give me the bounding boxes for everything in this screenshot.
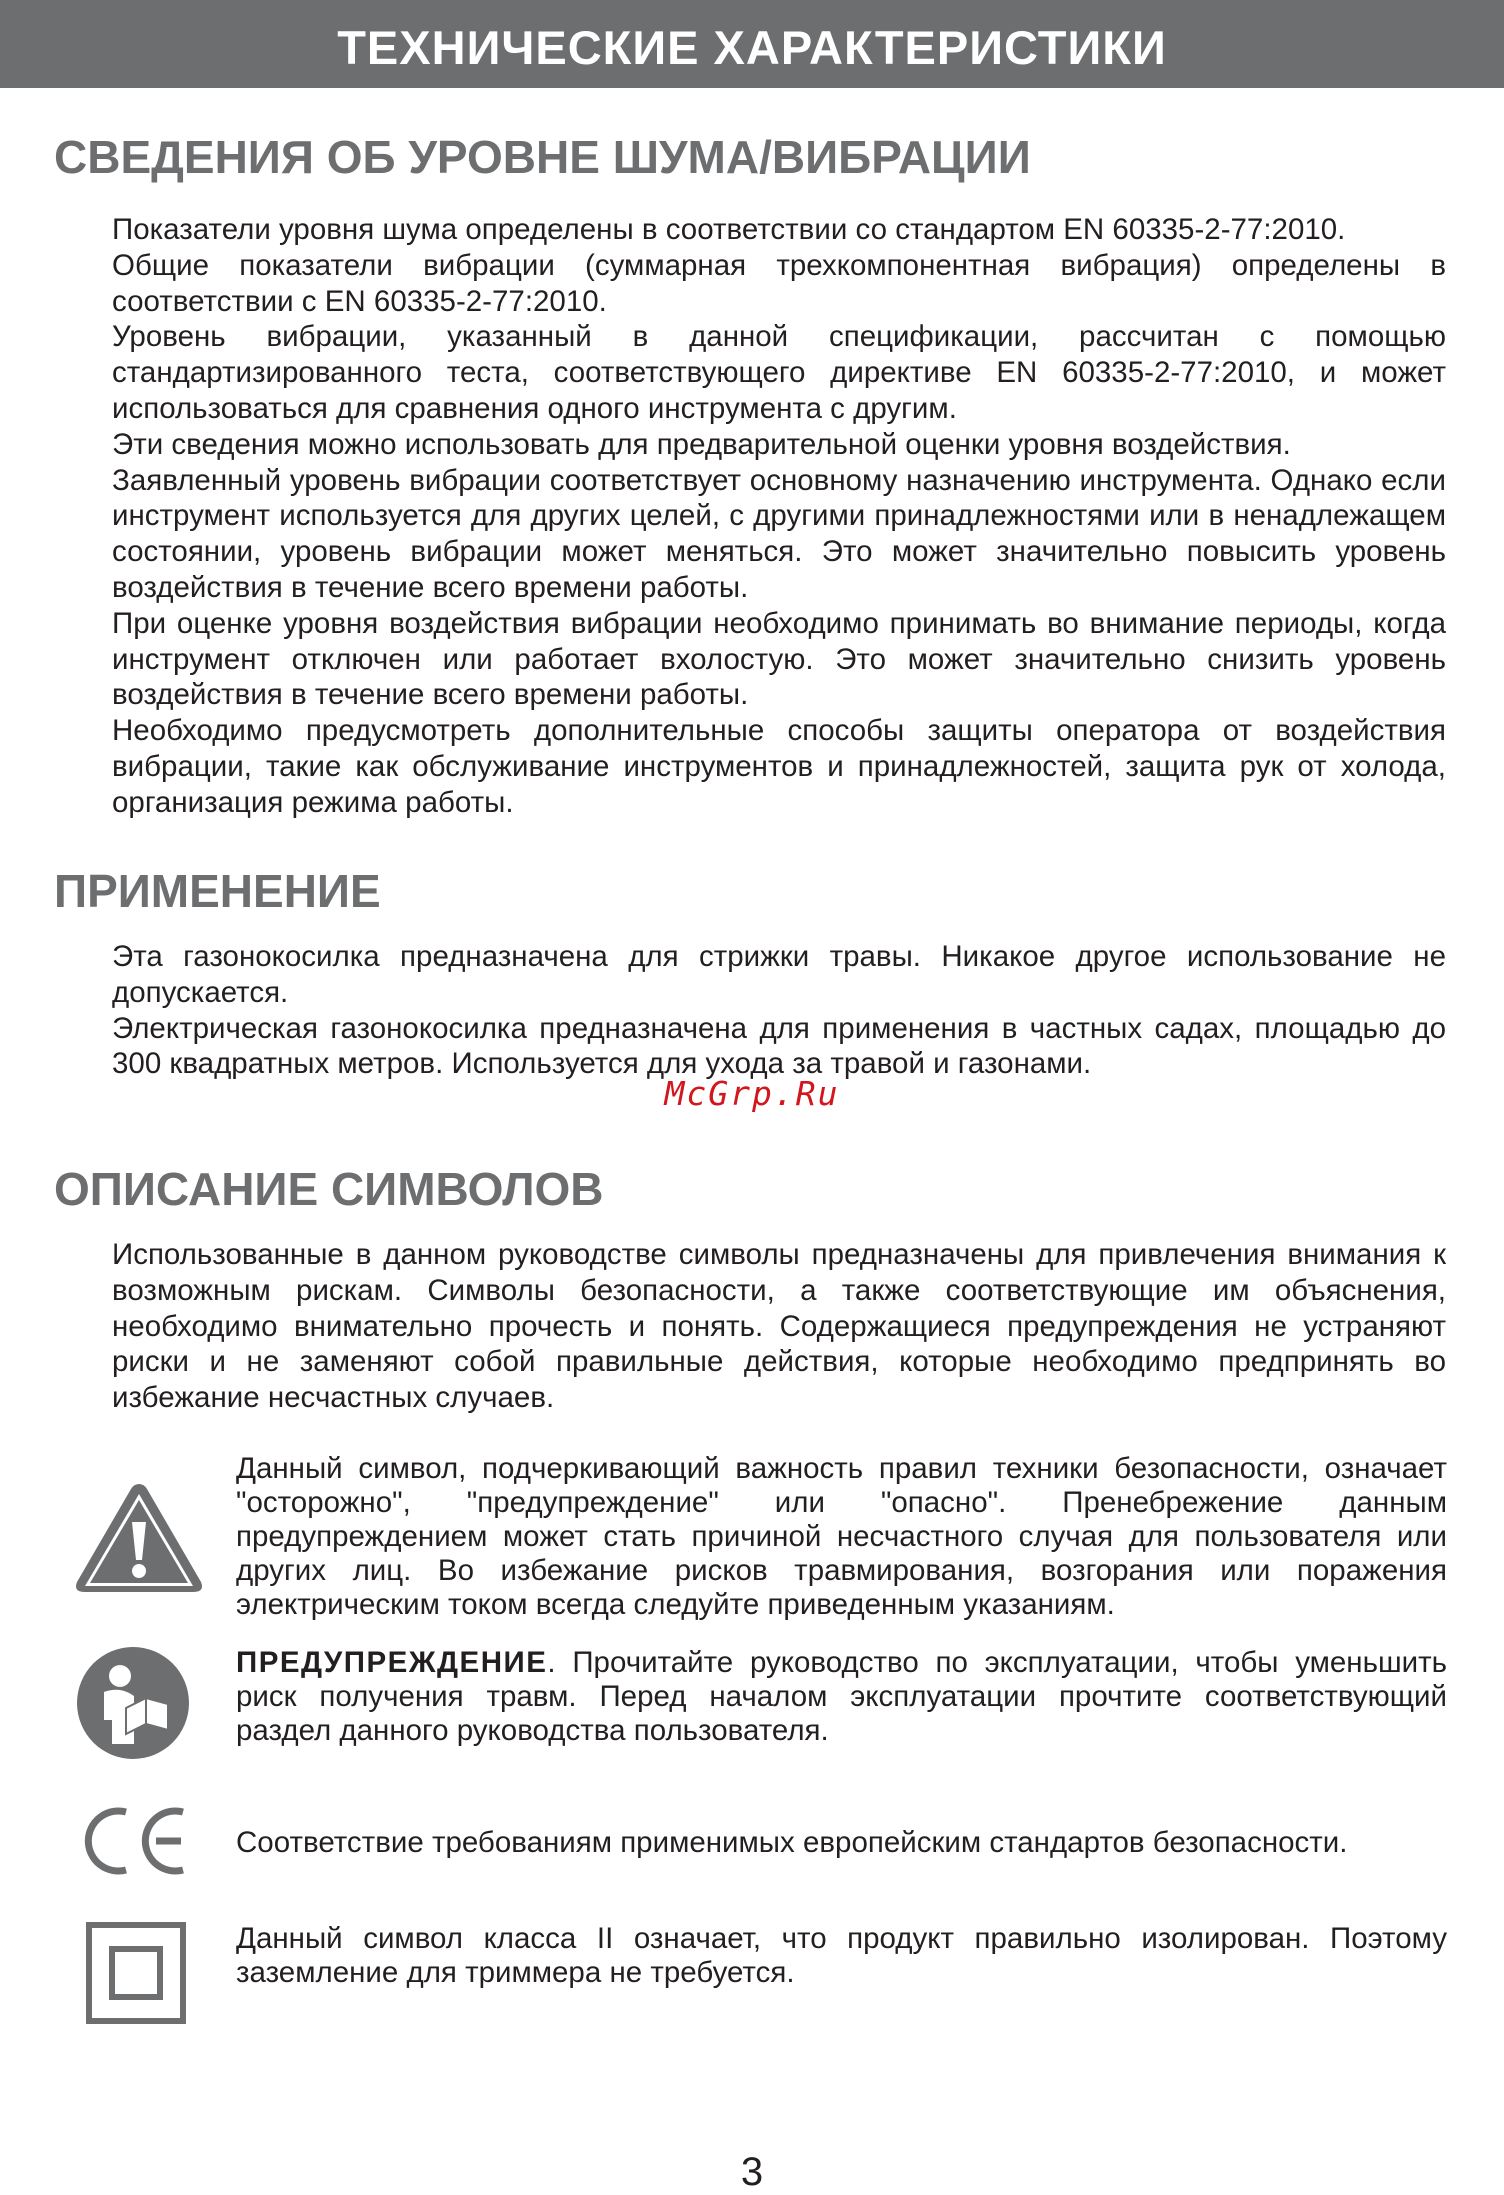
warning-triangle-icon	[72, 1480, 206, 1601]
noise-paragraph: Общие показатели вибрации (суммарная трехкомпонентная вибрация) определены в соответствии с EN 60335-2-77:2010.	[112, 248, 1446, 318]
usage-section-body	[112, 939, 1446, 1082]
symbols-intro	[112, 1237, 1446, 1416]
noise-paragraph: Заявленный уровень вибрации соответствует основному назначению инструмента. Однако если инструмент используется для других целей, с другими принадлежностями или в ненадлежащем состоянии, уровень вибрации может меняться. Это может значительно повысить уровень воздействия в течение всего времени работы.	[112, 463, 1446, 604]
noise-section-title: СВЕДЕНИЯ ОБ УРОВНЕ ШУМА/ВИБРАЦИИ	[54, 131, 1031, 183]
page-banner: ТЕХНИЧЕСКИЕ ХАРАКТЕРИСТИКИ	[0, 0, 1504, 88]
watermark: McGrp.Ru	[664, 1074, 840, 1113]
noise-paragraph: Эти сведения можно использовать для предварительной оценки уровня воздействия.	[112, 427, 1291, 461]
symbol-text-manual-body: . Прочитайте руководство по эксплуатации, чтобы уменьшить риск получения травм. Перед началом эксплуатации прочтите соответствующий раздел данного руководства пользователя.	[236, 1646, 1447, 1747]
noise-paragraph: Показатели уровня шума определены в соответствии со стандартом EN 60335-2-77:2010.	[112, 213, 1346, 246]
warning-label: ПРЕДУПРЕЖДЕНИЕ	[236, 1646, 548, 1679]
noise-paragraph: Уровень вибрации, указанный в данной спецификации, рассчитан с помощью стандартизированного теста, соответствующего директиве EN 60335-2-77:2010, и может использоваться для сравнения одного инструмента с другим.	[112, 320, 1446, 425]
symbol-text-class2: Данный символ класса II означает, что продукт правильно изолирован. Поэтому заземление для триммера не требуется.	[236, 1922, 1447, 1989]
usage-paragraph: Электрическая газонокосилка предназначена для применения в частных садах, площадью до 300 квадратных метров. Используется для ухода за травой и газонами.	[112, 1011, 1446, 1081]
symbol-text-warning: Данный символ, подчеркивающий важность правил техники безопасности, означает "осторожно", "предупреждение" или "опасно". Пренебрежение данным предупреждением может стать причиной несчастного случая для пользователя или других лиц. Во избежание рисков травмирования, возгорания или поражения электрическим током всегда следуйте приведенным указаниям.	[236, 1452, 1447, 1621]
noise-section-body	[112, 212, 1446, 821]
symbol-text-manual	[236, 1646, 1447, 1748]
symbols-intro-text: Использованные в данном руководстве символы предназначены для привлечения внимания к возможным рискам. Символы безопасности, а также соответствующие им объяснения, необходимо внимательно прочесть и понять. Содержащиеся предупреждения не устраняют риски и не заменяют собой правильные действия, которые необходимо предпринять во избежание несчастных случаев.	[112, 1238, 1446, 1415]
class-ii-insulation-icon	[86, 1922, 186, 2029]
usage-section-title: ПРИМЕНЕНИЕ	[54, 865, 381, 917]
noise-paragraph: При оценке уровня воздействия вибрации необходимо принимать во внимание периоды, когда инструмент отключен или работает вхолостую. Это может значительно снизить уровень воздействия в течение всего времени работы.	[112, 606, 1446, 712]
noise-paragraph: Необходимо предусмотреть дополнительные способы защиты оператора от воздействия вибрации, такие как обслуживание инструментов и принадлежностей, защита рук от холода, организация режима работы.	[112, 714, 1446, 819]
usage-paragraph: Эта газонокосилка предназначена для стрижки травы. Никакое другое использование не допускается.	[112, 940, 1446, 1009]
symbols-section-title: ОПИСАНИЕ СИМВОЛОВ	[54, 1163, 604, 1215]
ce-mark-icon	[80, 1806, 190, 1881]
page-number: 3	[740, 2150, 764, 2194]
symbol-text-ce: Соответствие требованиям применимых европейским стандартов безопасности.	[236, 1826, 1348, 1859]
read-manual-icon	[76, 1646, 190, 1765]
